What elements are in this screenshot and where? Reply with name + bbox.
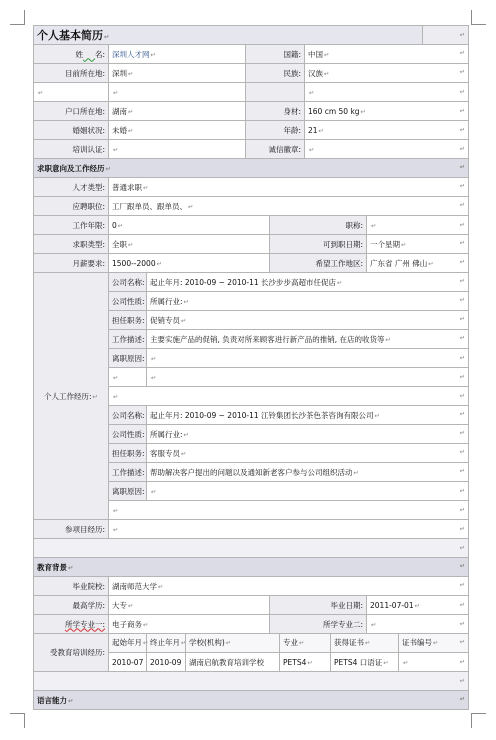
blank-cell: ↵ bbox=[109, 83, 246, 102]
age-value[interactable]: 21↵ ↵ bbox=[305, 121, 469, 140]
description-value[interactable]: 帮助解决客户提出的问题以及通知新老客户参与公司组织活动↵ ↵ bbox=[147, 463, 469, 482]
spacer-row: ↵ bbox=[34, 672, 469, 691]
school-label: 毕业院校: bbox=[34, 577, 109, 596]
description-label: 工作描述: bbox=[109, 330, 147, 349]
blank-cell: ↵ bbox=[109, 368, 147, 387]
body-value[interactable]: 160 cm 50 kg↵ ↵ bbox=[305, 102, 469, 121]
job-mode-value[interactable]: 全职↵ bbox=[109, 235, 270, 254]
duty-value[interactable]: 促销专员↵ ↵ bbox=[147, 311, 469, 330]
start-date-value[interactable]: 一个星期↵ ↵ bbox=[367, 235, 469, 254]
training-header-school: 学校(机构)↵ bbox=[186, 634, 280, 653]
years-label: 工作年限: bbox=[34, 216, 109, 235]
duty-label: 担任职务: bbox=[109, 444, 147, 463]
age-label: 年龄: bbox=[246, 121, 305, 140]
training-cert-number-value[interactable]: ↵ ↵ bbox=[399, 653, 469, 672]
nationality-label: 国籍: bbox=[246, 45, 305, 64]
section-job-intent: 求职意向及工作经历↵ ↵ bbox=[34, 159, 469, 178]
talent-type-label: 人才类型: bbox=[34, 178, 109, 197]
school-value[interactable]: 湖南师范大学↵ ↵ bbox=[109, 577, 469, 596]
years-value[interactable]: 0↵ bbox=[109, 216, 270, 235]
training-label: 受教育培训经历: bbox=[34, 634, 109, 672]
work-experience-label: 个人工作经历:↵ bbox=[34, 273, 109, 520]
residence-label: 目前所在地: bbox=[34, 64, 109, 83]
area-label: 希望工作地区: bbox=[270, 254, 367, 273]
residence-value[interactable]: 深圳↵ bbox=[109, 64, 246, 83]
cert-value[interactable]: ↵ bbox=[109, 140, 246, 159]
crop-mark-bottom-left bbox=[10, 713, 25, 728]
company-nature-value[interactable]: 所属行业:↵ ↵ bbox=[147, 425, 469, 444]
duty-label: 担任职务: bbox=[109, 311, 147, 330]
major-two-value[interactable]: ↵ ↵ bbox=[367, 615, 469, 634]
degree-label: 最高学历: bbox=[34, 596, 109, 615]
blank-cell: ↵ ↵ bbox=[305, 83, 469, 102]
training-major-value[interactable]: PETS4↵ bbox=[280, 653, 331, 672]
major-two-label: 所学专业二: bbox=[270, 615, 367, 634]
talent-type-value[interactable]: 普通求职↵ ↵ bbox=[109, 178, 469, 197]
crop-mark-top-right bbox=[471, 10, 486, 25]
company-value[interactable]: 起止年月: 2010-09 ~ 2010-11 江铃集团长沙茶色茶咨询有限公司↵ ↵ bbox=[147, 406, 469, 425]
salary-label: 月薪要求: bbox=[34, 254, 109, 273]
company-label: 公司名称: bbox=[109, 273, 147, 292]
crop-mark-bottom-right bbox=[471, 713, 486, 728]
leave-reason-label: 离职原因: bbox=[109, 349, 147, 368]
name-label: 姓 名: bbox=[34, 45, 109, 64]
job-title-label: 职称: bbox=[270, 216, 367, 235]
cert-label: 培训认证: bbox=[34, 140, 109, 159]
training-header-end: 终止年月↵ bbox=[147, 634, 186, 653]
section-education: 教育背景↵ ↵ bbox=[34, 558, 469, 577]
training-header-cert-number: 证书编号↵ ↵ bbox=[399, 634, 469, 653]
salary-value[interactable]: 1500--2000↵ bbox=[109, 254, 270, 273]
company-nature-label: 公司性质: bbox=[109, 425, 147, 444]
resume-table bbox=[33, 25, 469, 710]
position-value[interactable]: 工厂跟单员、跟单员、↵ ↵ bbox=[109, 197, 469, 216]
blank-cell bbox=[246, 83, 305, 102]
hukou-label: 户口所在地: bbox=[34, 102, 109, 121]
graduation-value[interactable]: 2011-07-01↵ ↵ bbox=[367, 596, 469, 615]
job-mode-label: 求职类型: bbox=[34, 235, 109, 254]
job-title-value[interactable]: ↵ ↵ bbox=[367, 216, 469, 235]
project-value[interactable]: ↵ ↵ bbox=[109, 520, 469, 539]
leave-reason-value[interactable]: ↵ ↵ bbox=[147, 482, 469, 501]
crop-mark-top-left bbox=[10, 10, 25, 25]
duty-value[interactable]: 客服专员↵ ↵ bbox=[147, 444, 469, 463]
company-nature-label: 公司性质: bbox=[109, 292, 147, 311]
credit-value[interactable]: ↵ ↵ bbox=[305, 140, 469, 159]
marital-label: 婚姻状况: bbox=[34, 121, 109, 140]
company-nature-value[interactable]: 所属行业:↵ ↵ bbox=[147, 292, 469, 311]
position-label: 应聘职位: bbox=[34, 197, 109, 216]
training-school-value[interactable]: 湖南启航教育培训学校 bbox=[186, 653, 280, 672]
leave-reason-label: 离职原因: bbox=[109, 482, 147, 501]
ethnicity-value[interactable]: 汉族↵ ↵ bbox=[305, 64, 469, 83]
name-value[interactable]: 深圳人才网↵ bbox=[109, 45, 246, 64]
project-label: 参项目经历: bbox=[34, 520, 109, 539]
training-start-value[interactable]: 2010-07 bbox=[109, 653, 147, 672]
training-certificate-value[interactable]: PETS4 口语证↵ bbox=[331, 653, 399, 672]
training-header-major: 专业↵ bbox=[280, 634, 331, 653]
ethnicity-label: 民族: bbox=[246, 64, 305, 83]
training-end-value[interactable]: 2010-09 bbox=[147, 653, 186, 672]
area-value[interactable]: 广东省 广州 佛山↵ ↵ bbox=[367, 254, 469, 273]
start-date-label: 可到职日期: bbox=[270, 235, 367, 254]
company-value[interactable]: 起止年月: 2010-09 ~ 2010-11 长沙步步高超市任促店↵ ↵ bbox=[147, 273, 469, 292]
title-blank: ↵ bbox=[423, 26, 469, 45]
blank-cell: ↵ ↵ bbox=[147, 368, 469, 387]
marital-value[interactable]: 未婚↵ bbox=[109, 121, 246, 140]
hukou-value[interactable]: 湖南↵ bbox=[109, 102, 246, 121]
spacer-row: ↵ bbox=[34, 539, 469, 558]
degree-value[interactable]: 大专↵ bbox=[109, 596, 270, 615]
leave-reason-value[interactable]: ↵ ↵ bbox=[147, 349, 469, 368]
description-label: 工作描述: bbox=[109, 463, 147, 482]
description-value[interactable]: 主要实施产品的促销, 负责对所来顾客进行新产品的推销, 在店的收货等↵ ↵ bbox=[147, 330, 469, 349]
company-label: 公司名称: bbox=[109, 406, 147, 425]
section-language: 语言能力↵ ↵ bbox=[34, 691, 469, 710]
page-title: 个人基本简历↵ bbox=[34, 26, 423, 45]
major-one-label: 所学专业一: bbox=[34, 615, 109, 634]
major-one-value[interactable]: 电子商务↵ bbox=[109, 615, 270, 634]
graduation-label: 毕业日期: bbox=[270, 596, 367, 615]
blank-cell: ↵ bbox=[34, 83, 109, 102]
blank-cell: ↵ ↵ bbox=[109, 387, 469, 406]
nationality-value[interactable]: 中国↵ ↵ bbox=[305, 45, 469, 64]
body-label: 身材: bbox=[246, 102, 305, 121]
blank-cell: ↵ ↵ bbox=[109, 501, 469, 520]
training-header-certificate: 获得证书↵ bbox=[331, 634, 399, 653]
training-header-start: 起始年月↵ bbox=[109, 634, 147, 653]
credit-label: 诚信徽章: bbox=[246, 140, 305, 159]
